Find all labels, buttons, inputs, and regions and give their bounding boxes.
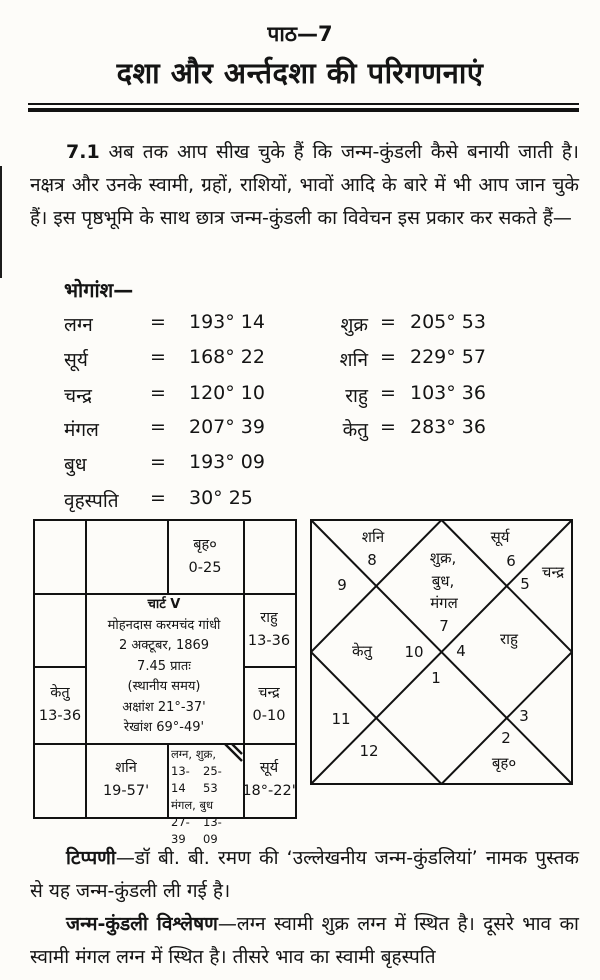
planet-name: वृहस्पति [64,490,119,512]
equals-sign: = [150,451,166,473]
chart-cell-ketu [35,666,85,743]
nc-house-1: 1 [431,669,441,687]
equals-sign: = [380,382,396,404]
birth-date: 2 अक्टूबर, 1869 [118,638,210,653]
equals-sign: = [380,311,396,333]
nc-house-10: 10 [404,643,424,661]
longitude: रेखांश 69°-49' [123,720,205,735]
chart-cell-rahu [243,593,295,666]
planet-row [0,346,600,378]
nc-house-12: 12 [359,742,379,760]
latitude: अक्षांश 21°-37' [122,699,206,715]
planet-abbrev: सूर्य [259,760,279,776]
equals-sign: = [150,346,166,368]
planet-degrees: 0-25 [188,560,222,576]
chart-cell-jupiter [167,521,243,593]
chart-cell-sun [243,743,295,817]
planet-degrees: 13-36 [247,632,291,649]
planet-name: मंगल [64,419,99,441]
chart-center-details [85,595,243,743]
ascendant-marker-icon [219,743,243,771]
planet-degrees: 18°-22' [242,783,296,799]
planet-abbrev: केतु [50,684,70,701]
planet-name: शुक्र [340,314,368,336]
analysis-paragraph [30,908,579,974]
planet-value: 205° 53 [410,311,486,333]
nc-house-2: 2 [501,729,511,747]
planet-name: सूर्य [64,349,88,371]
equals-sign: = [150,487,166,509]
south-indian-chart [33,519,297,846]
equals-sign: = [150,382,166,404]
planet-abbrev: बृह० [193,537,217,553]
nc-planet-ketu: केतु [351,642,373,660]
planet-value: 283° 36 [410,416,486,438]
nc-planet-rahu: राहु [500,630,518,648]
lagna-group-line: लग्न, शुक्र, [171,747,217,761]
section-number: 7.1 [66,141,100,163]
person-name: मोहनदास करमचंद गांधी [107,617,221,633]
equals-sign: = [150,416,166,438]
planet-degrees: 27-39 [171,815,190,846]
analysis-text: —लग्न स्वामी शुक्र लग्न में स्थित है। दूसरे भाव का स्वामी मंगल लग्न में स्थित है। तीसरे भाव का स्वामी बृहस्पति [30,913,579,968]
equals-sign: = [380,346,396,368]
planet-degrees: 0-10 [252,707,286,724]
nc-house-3: 3 [519,707,529,725]
planet-value: 207° 39 [189,416,265,438]
chart-cell-moon [243,666,295,743]
title-rule-thin [28,103,579,105]
planet-value: 168° 22 [189,346,265,368]
scan-edge-artifact [0,166,2,278]
nc-house-5: 5 [520,575,530,593]
lagna-group-line: मंगल, बुध [171,798,214,812]
note-paragraph [30,842,579,908]
planet-name: बुध [64,454,87,476]
note-text: —डॉ बी. बी. रमण की ‘उल्लेखनीय जन्म-कुंडलियां’ नामक पुस्तक से यह जन्म-कुंडली ली गई है। [30,847,579,902]
nc-planet-jupiter: बृह० [491,754,517,772]
planet-name: केतु [342,419,368,441]
nc-house-11: 11 [331,710,351,728]
planet-value: 120° 10 [189,382,265,404]
page-title: दशा और अर्न्तदशा की परिगणनाएं [116,56,484,90]
chart-cell-saturn [85,743,167,817]
planet-abbrev: राहु [260,609,278,626]
intro-text: अब तक आप सीख चुके हैं कि जन्म-कुंडली कैसे बनायी जाती है। नक्षत्र और उनके स्वामी, ग्रहों, राशियों, भावों आदि के बारे में भी आप जान चुके हैं। इस पृष्ठभूमि के साथ छात्र जन्म-कुंडली का विवेचन इस प्रकार कर सकते हैं— [30,141,579,229]
planet-name: चन्द्र [64,385,93,407]
nc-planet-moon: चन्द्र [541,563,565,581]
equals-sign: = [380,416,396,438]
planet-row [0,416,600,448]
planet-degrees: 13-09 [203,815,222,846]
chart-number: चार्ट V [147,597,181,612]
nc-house-7: 7 [439,617,449,635]
nc-planet-mars: मंगल [430,594,458,612]
planet-name: राहु [345,385,368,407]
planet-row [0,311,600,343]
planet-degrees: 13-14 [171,764,190,795]
time-note: (स्थानीय समय) [127,679,201,694]
birth-time: 7.45 प्रातः [137,658,191,674]
planet-row [0,451,600,483]
planet-name: लग्न [64,314,93,336]
title-rule-thick [28,108,579,112]
planet-value: 193° 14 [189,311,265,333]
planet-row [0,487,600,519]
north-indian-chart [310,519,573,785]
planet-value: 103° 36 [410,382,486,404]
equals-sign: = [150,311,166,333]
planet-degrees: 25-53 [203,764,222,795]
analysis-label: जन्म-कुंडली विश्लेषण [66,913,218,935]
planet-degrees: 19-57' [102,783,150,799]
nc-planet-venus: शुक्र, [429,549,457,567]
intro-paragraph [30,136,579,235]
planet-abbrev: चन्द्र [258,684,280,701]
nc-planet-mercury: बुध, [431,572,455,590]
nc-planet-sun: सूर्य [490,528,510,546]
nc-house-6: 6 [506,552,516,570]
nc-house-8: 8 [367,551,377,569]
planet-abbrev: शनि [115,760,137,776]
nc-house-4: 4 [456,642,466,660]
bhogansh-heading: भोगांश— [64,278,134,302]
planet-degrees: 13-36 [38,707,82,724]
nc-planet-saturn: शनि [361,528,385,546]
lesson-heading: पाठ—7 [267,22,333,46]
planet-value: 193° 09 [189,451,265,473]
planet-name: शनि [339,349,368,371]
nc-house-9: 9 [337,576,347,594]
note-label: टिप्पणी [66,847,116,869]
planet-row [0,382,600,414]
planet-value: 30° 25 [189,487,253,509]
planet-value: 229° 57 [410,346,486,368]
